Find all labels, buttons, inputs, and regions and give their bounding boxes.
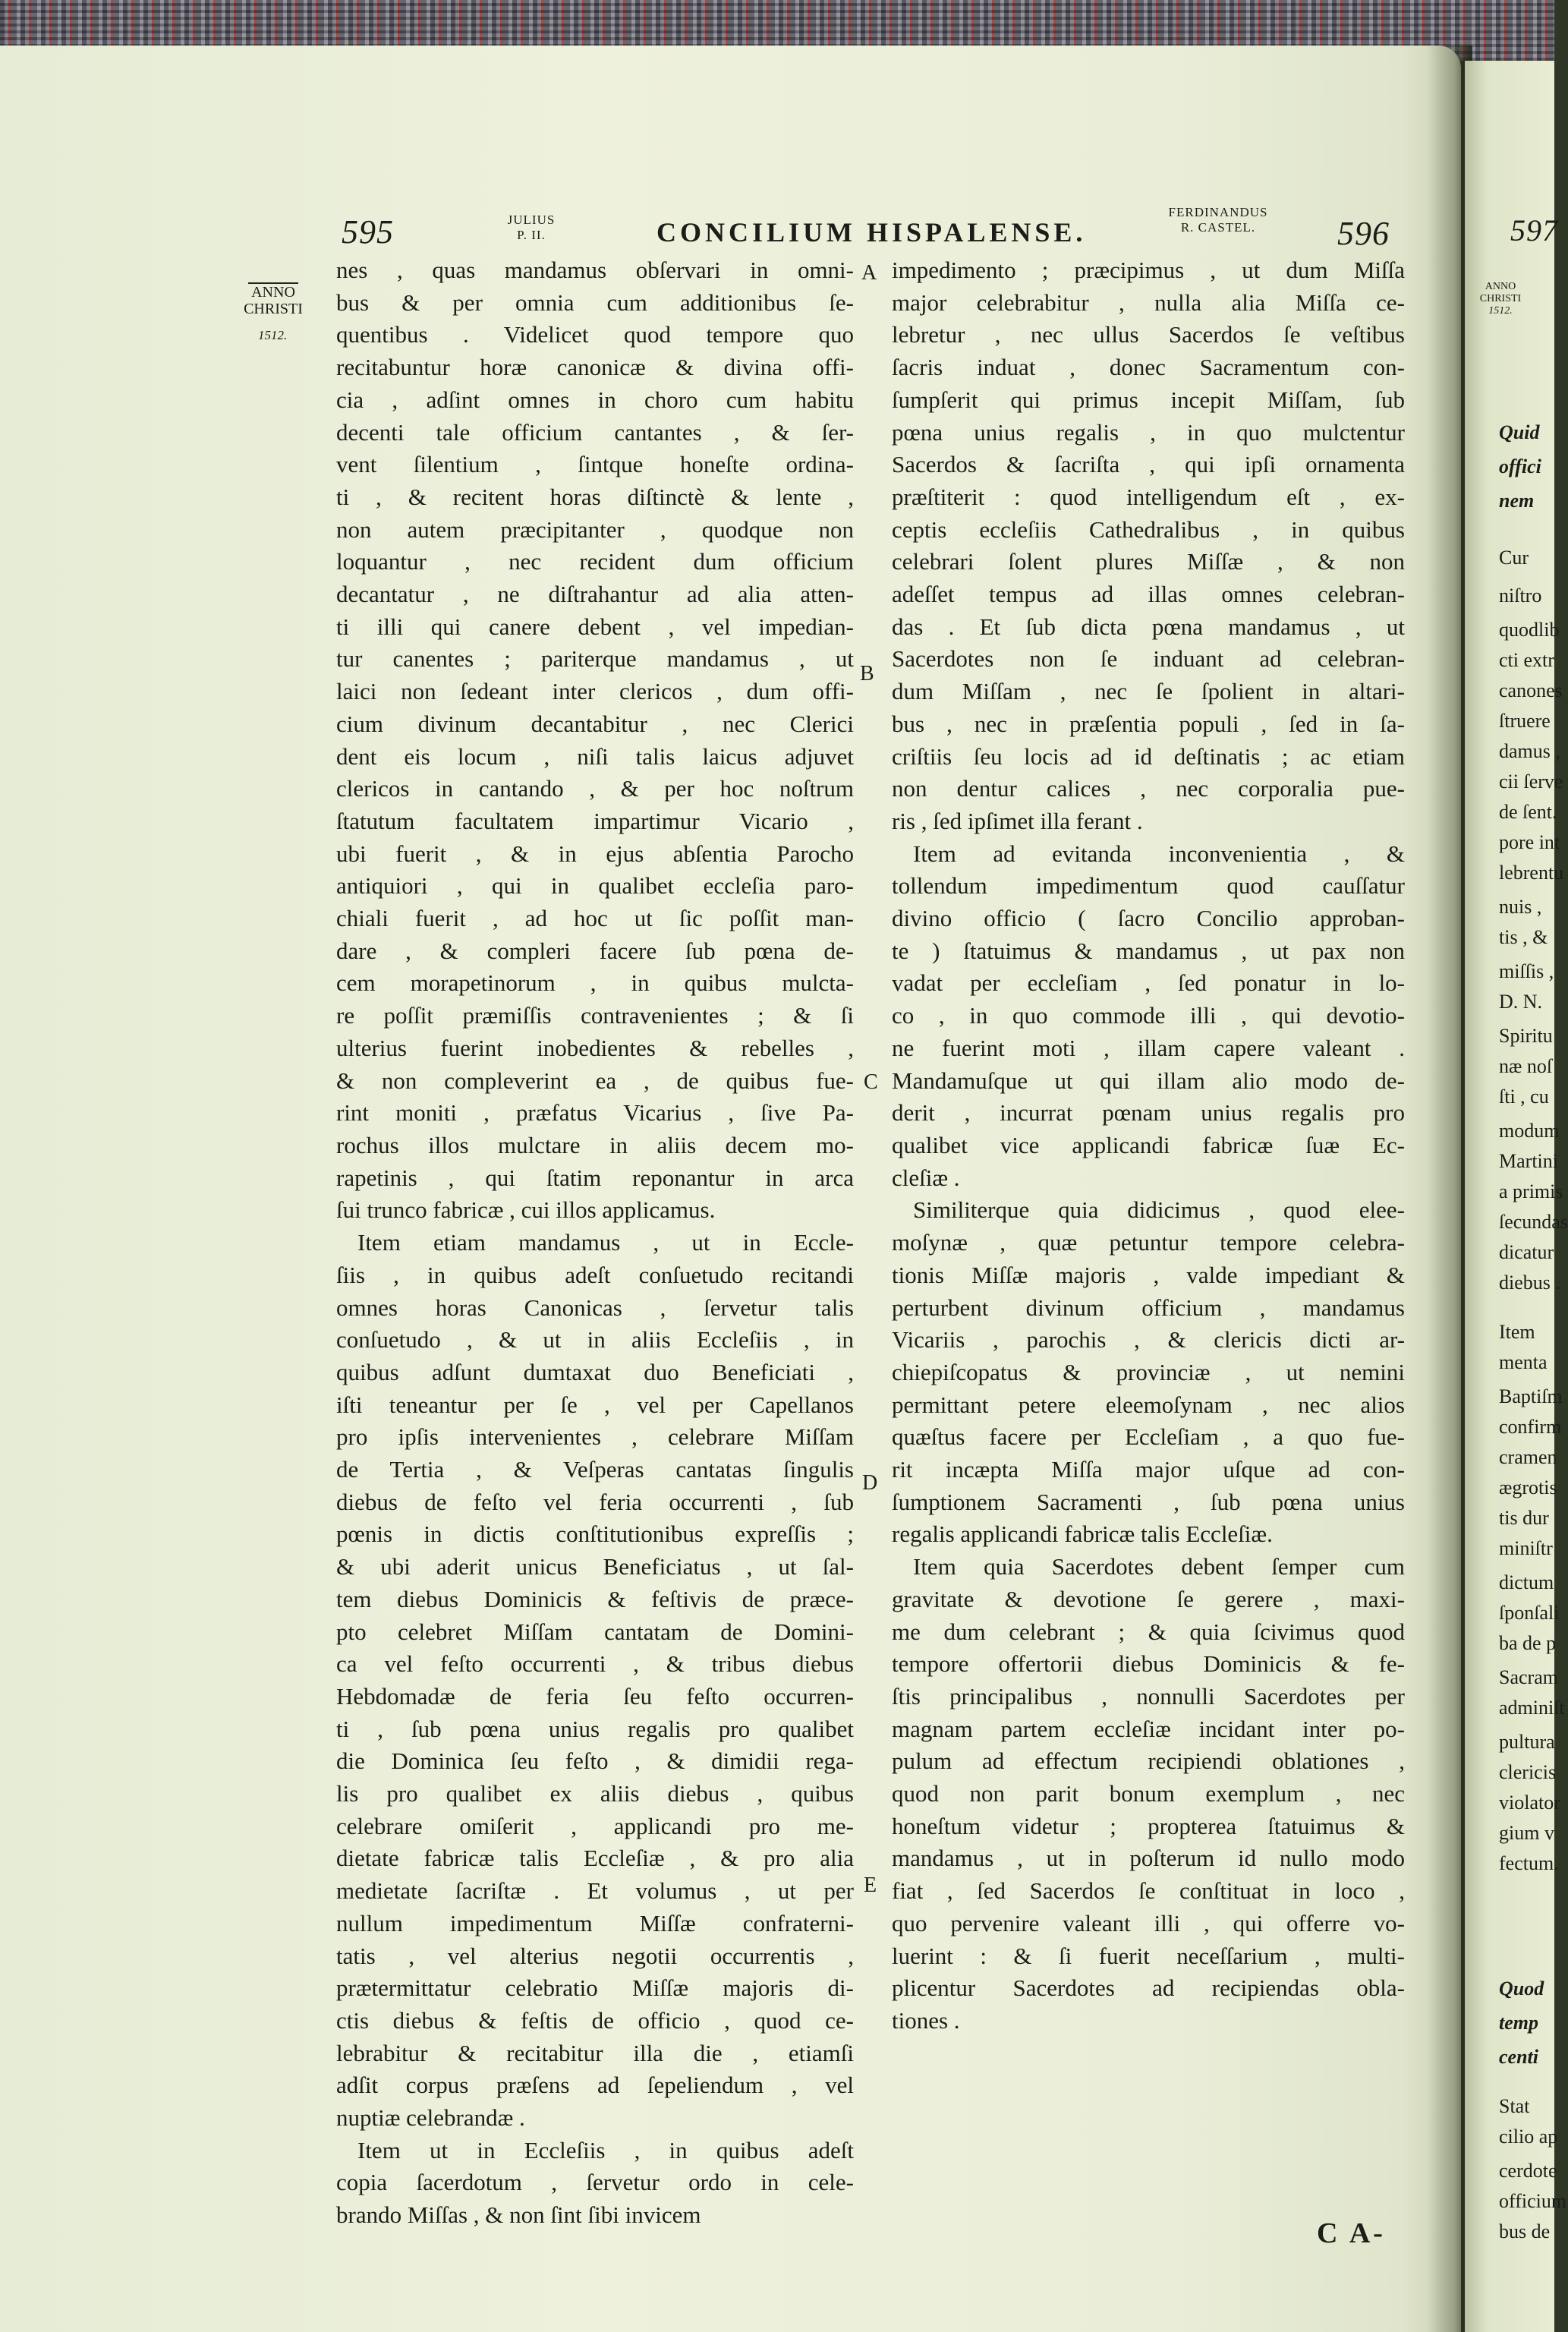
next-page-text-fragment: clericis [1499, 1761, 1557, 1783]
text-line: adeſſet tempus ad illas omnes celebran- [892, 581, 1405, 608]
text-line: pulum ad effectum recipiendi oblationes , [892, 1747, 1405, 1775]
text-line: re poſſit præmiſſis contravenientes ; & ſi [336, 1002, 854, 1029]
text-line: chiepiſcopatus & provinciæ , ut nemini [892, 1358, 1405, 1385]
next-page-text-fragment: Stat [1499, 2095, 1530, 2117]
text-line: ſumptionem Sacramenti , ſub pœna unius [892, 1488, 1405, 1515]
margin-year: 1512. [258, 328, 288, 342]
next-year: 1512. [1488, 305, 1513, 317]
next-page-text-fragment: ſecundas [1499, 1211, 1568, 1233]
text-line: co , in quo commode illi , qui devotio- [892, 1002, 1405, 1029]
text-line: celebrare omiſerit , applicandi pro me- [336, 1812, 854, 1839]
next-page-text-fragment: cramen [1499, 1446, 1557, 1468]
text-line: luerint : & ſi fuerit neceſſarium , multi- [892, 1942, 1405, 1969]
text-line: nuptiæ celebrandæ . [336, 2104, 525, 2132]
text-line: cem morapetinorum , in quibus mulcta- [336, 969, 854, 997]
text-line: dent eis locum , niſi talis laicus adjuvet [336, 742, 854, 770]
text-line: Sacerdos & ſacriſta , qui ipſi ornamenta [892, 451, 1405, 478]
text-line: tollendum impedimentum quod cauſſatur [892, 872, 1405, 900]
text-line: permittant petere eleemoſynam , nec alios [892, 1391, 1405, 1418]
runner-left-line-1: JULIUS [507, 213, 556, 227]
text-line: tem diebus Dominicis & feſtivis de præce- [336, 1585, 854, 1612]
next-page-text-fragment: pore int [1499, 831, 1560, 853]
text-line: ris , ſed ipſimet illa ferant . [892, 807, 1143, 834]
text-line: ſtis principalibus , nonnulli Sacerdotes per [892, 1682, 1405, 1710]
text-line: bus & per omnia cum additionibus ſe- [336, 288, 854, 316]
next-page-text-fragment: D. N. [1499, 991, 1543, 1013]
next-page-text-fragment: nuis , [1499, 896, 1542, 918]
text-line: quentibus . Videlicet quod tempore quo [336, 321, 854, 348]
next-page-text-fragment: violator [1499, 1792, 1560, 1814]
text-line: Item quia Sacerdotes debent ſemper cum [913, 1553, 1405, 1580]
text-line: criſtiis ſeu locis ad id deſtinatis ; ac etiam [892, 742, 1405, 770]
next-page-text-fragment: nem [1499, 490, 1535, 512]
page-number-right: 596 [1337, 215, 1390, 252]
page-number-left: 595 [342, 213, 394, 251]
text-line: ti illi qui canere debent , vel impedian- [336, 613, 854, 640]
text-line: decenti tale officium cantantes , & ſer- [336, 418, 854, 446]
runner-right-line-1: FERDINANDUS [1168, 205, 1268, 219]
text-line: tiones . [892, 2006, 960, 2034]
text-line: celebrari ſolent plures Miſſæ , & non [892, 548, 1405, 575]
next-page-text-fragment: officium [1499, 2190, 1567, 2212]
text-line: divino officio ( ſacro Concilio approban- [892, 905, 1405, 932]
margin-letter-c: C [864, 1070, 878, 1094]
text-line: impedimento ; præcipimus , ut dum Miſſa [892, 257, 1405, 283]
text-line: me dum celebrant ; & quia ſcivimus quod [892, 1618, 1405, 1645]
text-line: honeſtum videtur ; propterea ſtatuimus & [892, 1812, 1405, 1839]
text-line: conſuetudo , & ut in aliis Eccleſiis , in [336, 1326, 854, 1354]
next-page-text-fragment: dicatur [1499, 1241, 1554, 1263]
text-line: non dentur calices , nec corporalia pue- [892, 775, 1405, 802]
margin-letter-d: D [862, 1471, 878, 1495]
text-column-right [892, 254, 1405, 2037]
next-page-text-fragment: tis dur [1499, 1507, 1549, 1529]
next-page-text-fragment: næ noſ [1499, 1055, 1553, 1077]
next-page-text-fragment: dictum [1499, 1571, 1554, 1593]
next-page-text-fragment: offici [1499, 455, 1541, 477]
text-line: Vicariis , parochis , & clericis dicti ar- [892, 1326, 1405, 1354]
next-page-text-fragment: Quid [1499, 421, 1540, 443]
next-page-text-fragment: cii ſerve [1499, 771, 1563, 793]
text-line: clericos in cantando , & per hoc noſtrum [336, 775, 854, 802]
text-line: recitabuntur horæ canonicæ & divina offi- [336, 354, 854, 381]
next-page-sliver [1465, 61, 1568, 2332]
next-page-text-fragment: pultura [1499, 1731, 1555, 1753]
next-anno: ANNO [1485, 281, 1516, 292]
next-page-text-fragment: quodlib [1499, 619, 1560, 641]
next-page-text-fragment: modum [1499, 1120, 1560, 1142]
next-page-text-fragment: damus , [1499, 740, 1560, 762]
text-line: te ) ſtatuimus & mandamus , ut pax non [892, 937, 1405, 964]
text-line: vadat per eccleſiam , ſed ponatur in lo- [892, 969, 1405, 997]
text-line: pto celebret Miſſam cantatam de Domini- [336, 1618, 854, 1645]
text-line: lebrabitur & recitabitur illa die , etiamſi [336, 2039, 854, 2066]
next-page-text-fragment: lebrentu [1499, 862, 1564, 884]
margin-letter-b: B [860, 662, 874, 685]
text-line: quo pervenire valeant illi , qui offerre vo- [892, 1909, 1405, 1937]
text-line: dum Miſſam , nec ſe ſpolient in altari- [892, 678, 1405, 705]
margin-letter-a: A [861, 261, 877, 285]
next-page-text-fragment: Martini [1499, 1150, 1558, 1172]
text-line: laici non ſedeant inter clericos , dum offi- [336, 678, 854, 705]
next-page-text-fragment: Cur [1499, 547, 1529, 569]
next-page-text-fragment: centi [1499, 2046, 1538, 2068]
text-line: bus , nec in præſentia populi , ſed in ſa- [892, 710, 1405, 737]
next-page-text-fragment: confirm [1499, 1416, 1562, 1438]
text-line: das . Et ſub dicta pœna mandamus , ut [892, 613, 1405, 640]
next-page-text-fragment: fectum. [1499, 1852, 1559, 1874]
text-line: cium divinum decantabitur , nec Clerici [336, 710, 854, 737]
text-line: præſtiterit : quod intelligendum eſt , ex- [892, 483, 1405, 510]
text-line: gravitate & devotione ſe gerere , maxi- [892, 1585, 1405, 1612]
text-line: & ubi aderit unicus Beneficiatus , ut ſal- [336, 1553, 854, 1580]
text-line: loquantur , nec recident dum officium [336, 548, 854, 575]
text-line: omnes horas Canonicas , ſervetur talis [336, 1294, 854, 1321]
text-line: tempore offertorii diebus Dominicis & fe- [892, 1650, 1405, 1678]
text-line: de Tertia , & Veſperas cantatas ſingulis [336, 1456, 854, 1483]
next-page-text-fragment: Quod [1499, 1977, 1544, 2000]
text-line: ti , & recitent horas diſtinctè & lente , [336, 483, 854, 510]
text-line: antiquiori , qui in qualibet eccleſia paro- [336, 872, 854, 900]
running-head-left [493, 213, 569, 243]
text-line: quæſtus facere per Eccleſiam , a quo fue- [892, 1423, 1405, 1451]
next-page-text-fragment: gium v [1499, 1822, 1554, 1844]
text-line: Hebdomadæ de feria ſeu feſto occurren- [336, 1682, 854, 1710]
text-line: tionis Miſſæ majoris , valde impediant & [892, 1261, 1405, 1288]
catchword: C A- [1317, 2217, 1386, 2249]
text-line: prætermittatur celebratio Miſſæ majoris di- [336, 1974, 854, 2002]
text-line: iſti teneantur per ſe , vel per Capellanos [336, 1391, 854, 1418]
text-line: cia , adſint omnes in choro cum habitu [336, 386, 854, 413]
page-title: CONCILIUM HISPALENSE. [656, 217, 1087, 247]
text-line: tatis , vel alterius negotii occurrentis , [336, 1942, 854, 1969]
next-page-text-fragment: Sacram [1499, 1666, 1558, 1688]
next-page-text-fragment: ſti , cu [1499, 1086, 1549, 1108]
text-line: Item ad evitanda inconvenientia , & [913, 840, 1405, 867]
next-page-text-fragment: canones [1499, 679, 1563, 701]
next-page-text-fragment: cerdote [1499, 2160, 1557, 2182]
text-line: rint moniti , præfatus Vicarius , ſive Pa- [336, 1099, 854, 1127]
next-page-text-fragment: miſſis , [1499, 960, 1554, 982]
text-line: ti , ſub pœna unius regalis pro qualibet [336, 1715, 854, 1742]
text-line: rit incæpta Miſſa major uſque ad con- [892, 1456, 1405, 1483]
text-line: lis pro qualibet ex aliis diebus , quibus [336, 1780, 854, 1807]
next-page-text-fragment: ba de p [1499, 1632, 1557, 1654]
text-line: regalis applicandi fabricæ talis Eccleſiæ. [892, 1521, 1273, 1548]
running-head-right [1142, 205, 1294, 235]
next-christi: CHRISTI [1479, 293, 1522, 304]
text-line: copia ſacerdotum , ſervetur ordo in cele- [336, 2169, 854, 2196]
text-line: pœna unius regalis , in quo mulctentur [892, 418, 1405, 446]
text-line: ubi fuerit , & in ejus abſentia Parocho [336, 840, 854, 867]
text-line: plicentur Sacerdotes ad recipiendas obla- [892, 1974, 1405, 2002]
next-page-text-fragment: a primis [1499, 1180, 1563, 1202]
text-line: ſumpſerit qui primus incepit Miſſam, ſub [892, 386, 1405, 413]
next-page-text-fragment: ſtruere [1499, 710, 1551, 732]
next-page-text-fragment: bus de [1499, 2220, 1551, 2242]
runner-right-line-2: R. CASTEL. [1180, 220, 1256, 235]
text-line: pœnis in dictis conſtitutionibus expreſſis ; [336, 1521, 854, 1548]
text-line: nullum impedimentum Miſſæ confraterni- [336, 1909, 854, 1937]
text-line: ca vel feſto occurrenti , & tribus diebus [336, 1650, 854, 1678]
text-line: adſit corpus præſens ad ſepeliendum , vel [336, 2072, 854, 2099]
next-page-text-fragment: menta [1499, 1351, 1548, 1373]
margin-christi: CHRISTI [244, 301, 303, 317]
next-page-text-fragment: ſponſali [1499, 1602, 1560, 1624]
next-page-text-fragment: niſtro [1499, 585, 1542, 607]
text-line: rochus illos mulctare in aliis decem mo- [336, 1131, 854, 1158]
text-line: medietate ſacriſtæ . Et volumus , ut per [336, 1877, 854, 1905]
text-line: Sacerdotes non ſe induant ad celebran- [892, 645, 1405, 673]
margin-letter-e: E [864, 1873, 877, 1897]
text-line: major celebrabitur , nulla alia Miſſa ce- [892, 288, 1405, 316]
text-line: qualibet vice applicandi fabricæ ſuæ Ec- [892, 1131, 1405, 1158]
margin-anno-christi [231, 282, 315, 317]
next-page-text-fragment: diebus . [1499, 1272, 1560, 1294]
text-line: pro ipſis intervenientes , celebrare Miſſam [336, 1423, 854, 1451]
text-line: quibus adſunt dumtaxat duo Beneficiati , [336, 1358, 854, 1385]
text-line: chiali fuerit , ad hoc ut ſic poſſit man- [336, 905, 854, 932]
text-line: ſiis , in quibus adeſt conſuetudo recitandi [336, 1261, 854, 1288]
text-line: ulterius fuerint inobedientes & rebelles , [336, 1034, 854, 1061]
text-line: moſynæ , quæ petuntur tempore celebra- [892, 1229, 1405, 1256]
text-line: ſtatutum facultatem impartimur Vicario , [336, 807, 854, 834]
text-line: magnam partem eccleſiæ incidant inter po- [892, 1715, 1405, 1742]
text-line: brando Miſſas , & non ſint ſibi invicem [336, 2201, 701, 2229]
text-line: Similiterque quia didicimus , quod elee- [913, 1196, 1405, 1224]
margin-anno: ANNO [248, 282, 298, 301]
next-page-number: 597 [1510, 213, 1558, 247]
text-line: derit , incurrat pœnam unius regalis pro [892, 1099, 1405, 1127]
text-line: die Dominica ſeu feſto , & dimidii rega- [336, 1747, 854, 1775]
text-line: decantatur , ne diſtrahantur ad alia atten- [336, 581, 854, 608]
text-line: dietate fabricæ talis Eccleſiæ , & pro alia [336, 1845, 854, 1872]
text-line: rapetinis , qui ſtatim reponantur in arca [336, 1164, 854, 1191]
text-line: ſacris induat , donec Sacramentum con- [892, 354, 1405, 381]
next-page-text-fragment: adminiſt [1499, 1697, 1565, 1719]
text-line: quod non parit bonum exemplum , nec [892, 1780, 1405, 1807]
next-page-text-fragment: ægrotis [1499, 1476, 1557, 1498]
text-line: ne fuerint moti , illam capere valeant . [892, 1034, 1405, 1061]
runner-left-line-2: P. II. [517, 228, 546, 242]
text-line: vent ſilentium , ſintque honeſte ordina- [336, 451, 854, 478]
next-page-text-fragment: Baptiſm [1499, 1385, 1563, 1407]
text-line: non autem præcipitanter , quodque non [336, 515, 854, 543]
text-line: tur canentes ; pariterque mandamus , ut [336, 645, 854, 673]
next-page-text-fragment: de ſent. [1499, 801, 1557, 823]
text-line: & non compleverint ea , de quibus fue- [336, 1067, 854, 1094]
text-line: ceptis eccleſiis Cathedralibus , in quibus [892, 515, 1405, 543]
text-line: Item etiam mandamus , ut in Eccle- [357, 1229, 854, 1256]
next-page-text-fragment: cti extr [1499, 649, 1554, 671]
text-line: Item ut in Eccleſiis , in quibus adeſt [357, 2136, 854, 2163]
text-line: nes , quas mandamus obſervari in omni- [336, 257, 854, 283]
text-line: fiat , ſed Sacerdos ſe conſtituat in loco , [892, 1877, 1405, 1905]
text-line: Mandamuſque ut qui illam alio modo de- [892, 1067, 1405, 1094]
next-page-anno [1474, 281, 1527, 317]
text-line: cleſiæ . [892, 1164, 960, 1191]
text-line: ctis diebus & feſtis de officio , quod ce- [336, 2006, 854, 2034]
text-line: ſui trunco fabricæ , cui illos applicamus. [336, 1196, 716, 1224]
text-line: diebus de feſto vel feria occurrenti , ſub [336, 1488, 854, 1515]
next-page-text-fragment: temp [1499, 2012, 1538, 2034]
next-page-text-fragment: Item [1499, 1321, 1535, 1343]
next-page-text-fragment: cilio ap [1499, 2126, 1558, 2148]
next-page-text-fragment: miniſtr [1499, 1537, 1553, 1559]
text-line: dare , & compleri facere ſub pœna de- [336, 937, 854, 964]
text-line: perturbent divinum officium , mandamus [892, 1294, 1405, 1321]
next-page-text-fragment: Spiritu [1499, 1025, 1553, 1047]
text-line: lebretur , nec ullus Sacerdos ſe veſtibus [892, 321, 1405, 348]
next-page-text-fragment: tis , & [1499, 926, 1548, 948]
text-column-left [336, 254, 854, 2232]
text-line: mandamus , ut in poſterum id nullo modo [892, 1845, 1405, 1872]
